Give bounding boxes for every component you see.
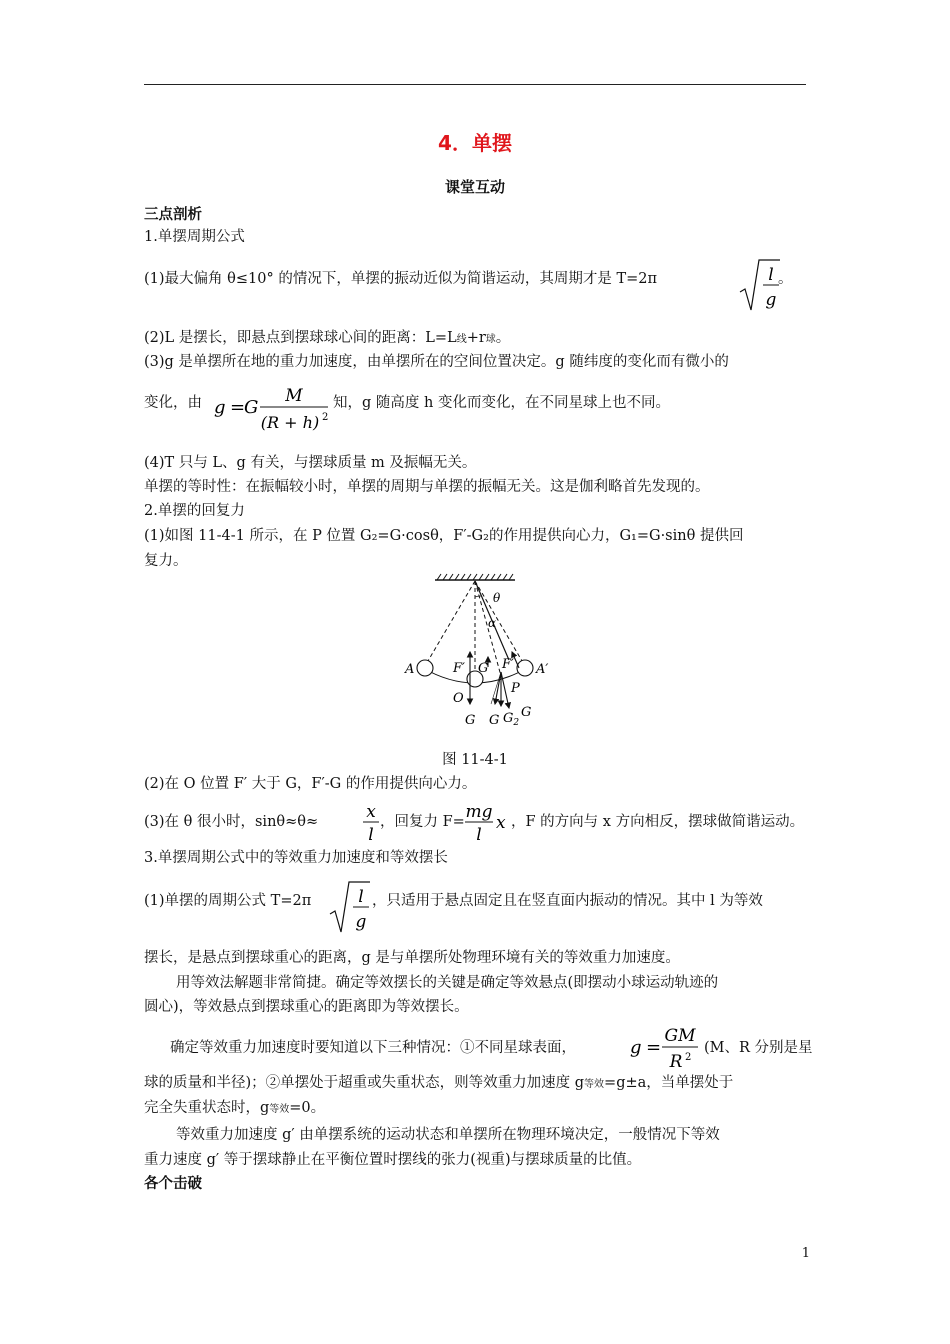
- text-line: 用等效法解题非常简捷。确定等效摆长的关键是确定等效悬点(即摆动小球运动轨迹的: [176, 975, 719, 991]
- text-line: 单摆的等时性：在振幅较小时，单摆的周期与单摆的振幅无关。这是伽利略首先发现的。: [144, 479, 710, 495]
- formula-GM: GM: [664, 1026, 696, 1046]
- text-line: (4)T 只与 L、g 有关，与摆球质量 m 及振幅无关。: [144, 455, 477, 471]
- text-line: (1)如图 11-4-1 所示，在 P 位置 G₂=G·cosθ，F′-G₂的作用提供向心力，G₁=G·sinθ 提供回: [144, 528, 744, 544]
- page-title: 4．单摆: [438, 131, 512, 155]
- label-A-prime: A′: [536, 662, 549, 677]
- text-line: [144, 1072, 806, 1096]
- gravity-height-formula: [210, 382, 332, 436]
- text-line: 圆心)，等效悬点到摆球重心的距离即为等效摆长。: [144, 999, 469, 1015]
- text-line: [144, 327, 806, 351]
- text-segment: ，只适用于悬点固定且在竖直面内振动的情况。其中 l 为等效: [372, 893, 763, 909]
- text-segment: 确定等效重力加速度时要知道以下三种情况：①不同星球表面，: [170, 1040, 576, 1056]
- pendulum-figure: [395, 572, 555, 732]
- label-O: O: [453, 691, 464, 706]
- sqrt-l-over-g-formula: [738, 256, 782, 314]
- formula-eq: =: [646, 1037, 662, 1058]
- label-G-O: G: [465, 713, 476, 728]
- label-P: P: [511, 681, 520, 696]
- text-segment: 变化，由: [144, 395, 202, 411]
- label-alpha: α: [488, 616, 497, 630]
- label-F-prime-O: F′: [453, 661, 465, 676]
- x-over-l-formula: [362, 800, 380, 846]
- text-segment: +r: [466, 330, 486, 346]
- label-theta: θ: [493, 591, 501, 605]
- formula-l: l: [358, 887, 364, 907]
- formula-g: g: [765, 290, 777, 310]
- text-segment: 。: [778, 271, 793, 287]
- text-line: (2)在 O 位置 F′ 大于 G，F′-G 的作用提供向心力。: [144, 776, 477, 792]
- text-segment: (2)L 是摆长，即悬点到摆球球心间的距离：L=L: [144, 330, 457, 346]
- text-line: 复力。: [144, 553, 188, 569]
- formula-eq: =: [230, 397, 246, 418]
- text-segment: ，回复力 F=: [380, 814, 465, 830]
- gravity-surface-formula: [628, 1022, 704, 1074]
- formula-l: l: [368, 825, 374, 845]
- subscript: 等效: [584, 1079, 605, 1090]
- subscript: 等效: [269, 1104, 290, 1115]
- text-segment: (3)在 θ 很小时，sinθ≈θ≈: [144, 814, 319, 830]
- text-segment: =g±a，当单摆处于: [604, 1075, 734, 1091]
- label-G-right: G: [521, 705, 532, 720]
- text-segment: (M、R 分别是星: [704, 1040, 813, 1056]
- text-line: 等效重力加速度 g′ 由单摆系统的运动状态和单摆所在物理环境决定，一般情况下等效: [176, 1127, 720, 1143]
- text-line: [144, 1097, 806, 1121]
- formula-square: 2: [685, 1052, 692, 1063]
- text-segment: (1)单摆的周期公式 T=2π: [144, 893, 312, 909]
- breakthrough-heading: 各个击破: [144, 1176, 202, 1192]
- text-segment: 完全失重状态时，g: [144, 1100, 270, 1116]
- label-G-P: G: [489, 713, 500, 728]
- analysis-heading: 三点剖析: [144, 207, 202, 223]
- sqrt-l-over-g-formula-2: [328, 878, 372, 936]
- formula-x: x: [366, 802, 376, 822]
- text-line: 2.单摆的回复力: [144, 503, 245, 519]
- formula-x: x: [496, 813, 506, 833]
- formula-l: l: [768, 265, 774, 285]
- formula-l: l: [476, 825, 482, 845]
- ceiling-hatch: [435, 574, 515, 580]
- subscript: 球: [485, 334, 496, 345]
- formula-M: M: [285, 386, 303, 406]
- text-line: 摆长，是悬点到摆球重心的距离，g 是与单摆所处物理环境有关的等效重力加速度。: [144, 950, 680, 966]
- page-number: 1: [801, 1246, 810, 1261]
- text-segment: =0。: [289, 1100, 326, 1116]
- header-rule: [144, 84, 806, 85]
- text-line: (3)g 是单摆所在地的重力加速度，由单摆所在的空间位置决定。g 随纬度的变化而有微小的: [144, 354, 729, 370]
- text-line: 1.单摆周期公式: [144, 229, 245, 245]
- text-segment: (1)最大偏角 θ≤10° 的情况下，单摆的振动近似为简谐运动，其周期才是 T=2π: [144, 271, 658, 287]
- text-segment: 知，g 随高度 h 变化而变化，在不同星球上也不同。: [333, 395, 670, 411]
- formula-g: g: [355, 912, 367, 932]
- formula-g: g: [214, 397, 226, 418]
- figure-caption: 图 11-4-1: [442, 752, 508, 768]
- text-line: 重力速度 g′ 等于摆球静止在平衡位置时摆线的张力(视重)与摆球质量的比值。: [144, 1152, 642, 1168]
- mg-over-l-x-formula: [464, 800, 510, 846]
- text-segment: 球的质量和半径)；②单摆处于超重或失重状态，则等效重力加速度 g: [144, 1075, 585, 1091]
- formula-R: R: [669, 1052, 683, 1072]
- label-A: A: [405, 662, 415, 677]
- section-subtitle: 课堂互动: [444, 178, 505, 196]
- formula-square: 2: [322, 412, 329, 423]
- label-F-prime-P: F′: [502, 657, 514, 672]
- formula-G: G: [244, 397, 259, 418]
- text-line: 3.单摆周期公式中的等效重力加速度和等效摆长: [144, 850, 448, 866]
- label-G2: $G_2$: [503, 711, 520, 728]
- label-G-top: G: [478, 661, 489, 676]
- formula-R-plus-h: (R + h): [260, 413, 320, 432]
- subscript: 线: [456, 334, 467, 345]
- formula-g: g: [630, 1037, 642, 1058]
- formula-mg: mg: [465, 802, 493, 822]
- text-segment: 。: [495, 330, 511, 346]
- text-line: [144, 268, 806, 290]
- text-segment: ，F 的方向与 x 方向相反，摆球做简谐运动。: [511, 814, 805, 830]
